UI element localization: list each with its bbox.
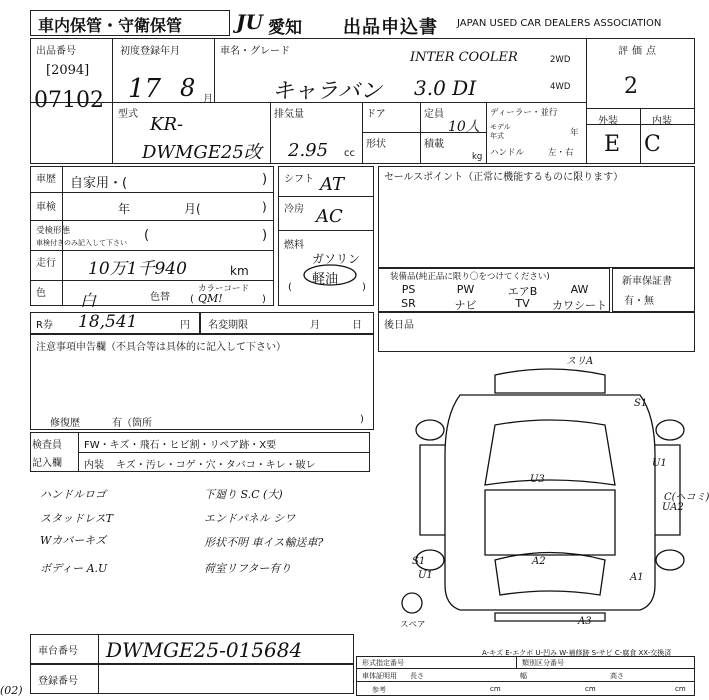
color-code-label: カラーコード bbox=[198, 284, 250, 294]
car-name: キャラバン bbox=[272, 79, 383, 104]
color-close: ) bbox=[262, 294, 266, 305]
warranty-label: 新車保証書 bbox=[622, 276, 672, 287]
drive-4wd: 4WD bbox=[550, 82, 571, 92]
equip-item: ナビ bbox=[454, 299, 477, 312]
score-ext-label: 外装 bbox=[598, 116, 618, 127]
car-inter: INTER COOLER bbox=[410, 50, 518, 65]
disp-unit: cc bbox=[344, 148, 355, 159]
inspector-label1: 検査員 bbox=[32, 440, 62, 451]
equip-item: SR bbox=[401, 297, 416, 310]
fuel-circle bbox=[300, 262, 360, 288]
inspect-year: 年 bbox=[118, 202, 131, 216]
inspector-row2: キズ・汚レ・コゲ・穴・タバコ・キレ・破レ bbox=[116, 460, 316, 471]
score-label: 評価点 bbox=[618, 46, 660, 57]
warranty-opts: 有・無 bbox=[624, 296, 654, 307]
reg-month: 8 bbox=[180, 74, 196, 102]
car-label: 車名・グレード bbox=[220, 46, 290, 57]
damage-mark: A2 bbox=[532, 556, 546, 567]
score-ext: E bbox=[604, 132, 621, 157]
equip-item: PS bbox=[401, 283, 416, 296]
handle-label: ハンドル bbox=[490, 148, 525, 158]
use-label: 車歴 bbox=[36, 174, 56, 185]
model-year-label2: 年式 bbox=[490, 132, 504, 140]
cert-label2: 類別区分番号 bbox=[522, 659, 564, 667]
equip-item: エアB bbox=[507, 285, 538, 298]
damage-mark: A3 bbox=[578, 616, 592, 627]
inspect-month: 月( bbox=[184, 202, 201, 216]
repair-label: 修復歴 bbox=[50, 418, 80, 429]
mileage-value: 10万1千940 bbox=[88, 259, 187, 279]
use-close: ) bbox=[262, 172, 268, 187]
reg-year: 17 bbox=[128, 74, 162, 104]
year-unit: 年 bbox=[570, 128, 579, 138]
form-open: ( bbox=[144, 228, 150, 243]
lot-label: 出品番号 bbox=[36, 46, 76, 57]
shift-label: シフト bbox=[284, 174, 314, 185]
color-code: QM! bbox=[198, 292, 223, 305]
disp-value: 2.95 bbox=[288, 140, 329, 161]
plate-box bbox=[30, 664, 354, 694]
car-diagram bbox=[400, 355, 700, 635]
corner-mark: (02) bbox=[0, 684, 23, 697]
remark-item: 形状不明 車イス輸送車? bbox=[204, 536, 324, 549]
dealer-label: ディーラー・並行 bbox=[490, 108, 558, 118]
fuel-label: 燃料 bbox=[284, 240, 304, 251]
cap-label: 定員 bbox=[424, 109, 444, 120]
equip-item: AW bbox=[570, 283, 589, 296]
fuel-value: ガソリン bbox=[312, 252, 361, 266]
color-open: ( bbox=[190, 294, 194, 305]
aftermarket-label: 後日品 bbox=[384, 320, 414, 331]
ju-logo: JU bbox=[236, 10, 263, 34]
aftermarket-box bbox=[378, 312, 695, 352]
recycle-value: 18,541 bbox=[78, 312, 138, 332]
shift-value: AT bbox=[320, 174, 345, 195]
cert-cm3: cm bbox=[675, 685, 686, 693]
spare-label: スペア bbox=[400, 620, 426, 630]
name-change-label: 名変期限 bbox=[208, 320, 248, 331]
score-int-label: 内装 bbox=[652, 116, 672, 127]
cert-label1: 形式指定番号 bbox=[362, 659, 404, 667]
repair-close: ) bbox=[360, 414, 364, 425]
name-change-month: 月 bbox=[310, 320, 320, 331]
damage-mark: スリA bbox=[566, 356, 594, 367]
notes-label: 注意事項申告欄（不具合等は具体的に記入して下さい） bbox=[36, 342, 286, 353]
lot-sub: [2094] bbox=[46, 63, 90, 78]
door-label: ドア bbox=[366, 109, 386, 120]
inspect-label: 車検 bbox=[36, 202, 56, 213]
color-change: 色替 bbox=[150, 292, 170, 303]
vin-label: 車台番号 bbox=[38, 646, 78, 657]
damage-mark: S1 bbox=[634, 398, 648, 409]
form-label: 受検形態 bbox=[36, 226, 71, 236]
inspector-row1: FW・キズ・飛石・ヒビ割・リペア跡・X要 bbox=[84, 440, 277, 451]
lot-number: 07102 bbox=[34, 88, 104, 113]
recycle-unit: 円 bbox=[180, 320, 190, 331]
damage-mark: U1 bbox=[418, 570, 433, 581]
equip-label: 装備品(純正品に限り〇をつけてください) bbox=[390, 272, 550, 282]
disp-label: 排気量 bbox=[274, 109, 304, 120]
cert-width: 幅 bbox=[520, 672, 527, 680]
damage-mark: S1 bbox=[412, 556, 426, 567]
car-grade: 3.0 DI bbox=[414, 76, 477, 100]
model-value1: KR- bbox=[150, 114, 184, 135]
cert-cm2: cm bbox=[585, 685, 596, 693]
color-label: 色 bbox=[36, 288, 46, 299]
repair-value: 有（箇所 bbox=[112, 418, 152, 429]
remark-item: エンドパネル シワ bbox=[204, 512, 296, 525]
remark-item: スタッドレスT bbox=[40, 512, 114, 525]
ac-label: 冷房 bbox=[284, 204, 304, 215]
score-int: C bbox=[644, 132, 661, 157]
fuel-open: ( bbox=[288, 282, 292, 293]
form-title: 出品申込書 bbox=[343, 17, 438, 38]
vin-value: DWMGE25-015684 bbox=[106, 638, 303, 662]
remark-item: ハンドルロゴ bbox=[40, 488, 106, 501]
remark-item: 下廻り S.C (大) bbox=[204, 488, 283, 501]
damage-mark: UA2 bbox=[662, 502, 684, 513]
equip-item: カワシート bbox=[552, 299, 607, 312]
inspect-close: ) bbox=[262, 200, 267, 214]
remark-item: Wカバーキズ bbox=[40, 534, 107, 547]
mileage-label: 走行 bbox=[36, 258, 56, 269]
form-close: ) bbox=[262, 228, 268, 243]
handle-opts: 左・右 bbox=[548, 148, 574, 158]
damage-mark: A1 bbox=[630, 572, 644, 583]
cert-length: 長さ bbox=[410, 672, 424, 680]
damage-mark: U1 bbox=[652, 458, 667, 469]
recycle-label: R券 bbox=[36, 320, 53, 331]
inspector-label2: 記入欄 bbox=[32, 458, 62, 469]
cap-value: 10人 bbox=[448, 119, 480, 135]
ac-value: AC bbox=[316, 206, 343, 227]
equip-item: PW bbox=[456, 283, 475, 296]
legend: A-キズ E-エクボ U-凹み W-補修跡 S-サビ C-腐食 XX-交換済 bbox=[482, 649, 672, 657]
sales-label: セールスポイント（正常に機能するものに限ります） bbox=[384, 172, 624, 183]
equip-item: TV bbox=[515, 297, 530, 310]
score-value: 2 bbox=[624, 74, 638, 99]
load-unit: kg bbox=[472, 152, 483, 162]
use-value: 自家用・( bbox=[70, 176, 128, 191]
drive-2wd: 2WD bbox=[550, 55, 571, 65]
inspector-row2-label: 内装 bbox=[84, 460, 104, 471]
damage-mark: C(ヘコミ) bbox=[664, 492, 709, 503]
cert-ref: 参考 bbox=[372, 686, 386, 694]
form-note: 車検付きのみ記入して下さい bbox=[36, 239, 127, 247]
reg-label: 初度登録年月 bbox=[120, 46, 180, 57]
model-value2: DWMGE25改 bbox=[142, 142, 262, 163]
model-year-label: モデル bbox=[490, 123, 511, 131]
name-change-day: 日 bbox=[352, 320, 362, 331]
remark-item: ボディー A.U bbox=[40, 562, 108, 575]
org-name: 愛知 bbox=[268, 18, 302, 38]
remark-item: 荷室リフター有り bbox=[204, 562, 292, 575]
fuel-close: ) bbox=[362, 282, 366, 293]
cert-height: 高さ bbox=[610, 672, 624, 680]
cert-cm1: cm bbox=[490, 685, 501, 693]
mileage-unit: km bbox=[230, 264, 249, 278]
load-label: 積載 bbox=[424, 139, 444, 150]
association-name: JAPAN USED CAR DEALERS ASSOCIATION bbox=[457, 18, 662, 29]
model-label: 型式 bbox=[118, 109, 138, 120]
plate-label: 登録番号 bbox=[38, 676, 78, 687]
storage-label: 車内保管・守衛保管 bbox=[38, 16, 183, 35]
reg-month-unit: 月 bbox=[203, 94, 213, 105]
shape-label: 形状 bbox=[366, 139, 386, 150]
color-value: 白 bbox=[80, 291, 97, 310]
damage-mark: U3 bbox=[530, 474, 545, 485]
cert-label3: 車体証明用 bbox=[362, 672, 397, 680]
fuel-selected: 軽油 bbox=[312, 272, 339, 287]
